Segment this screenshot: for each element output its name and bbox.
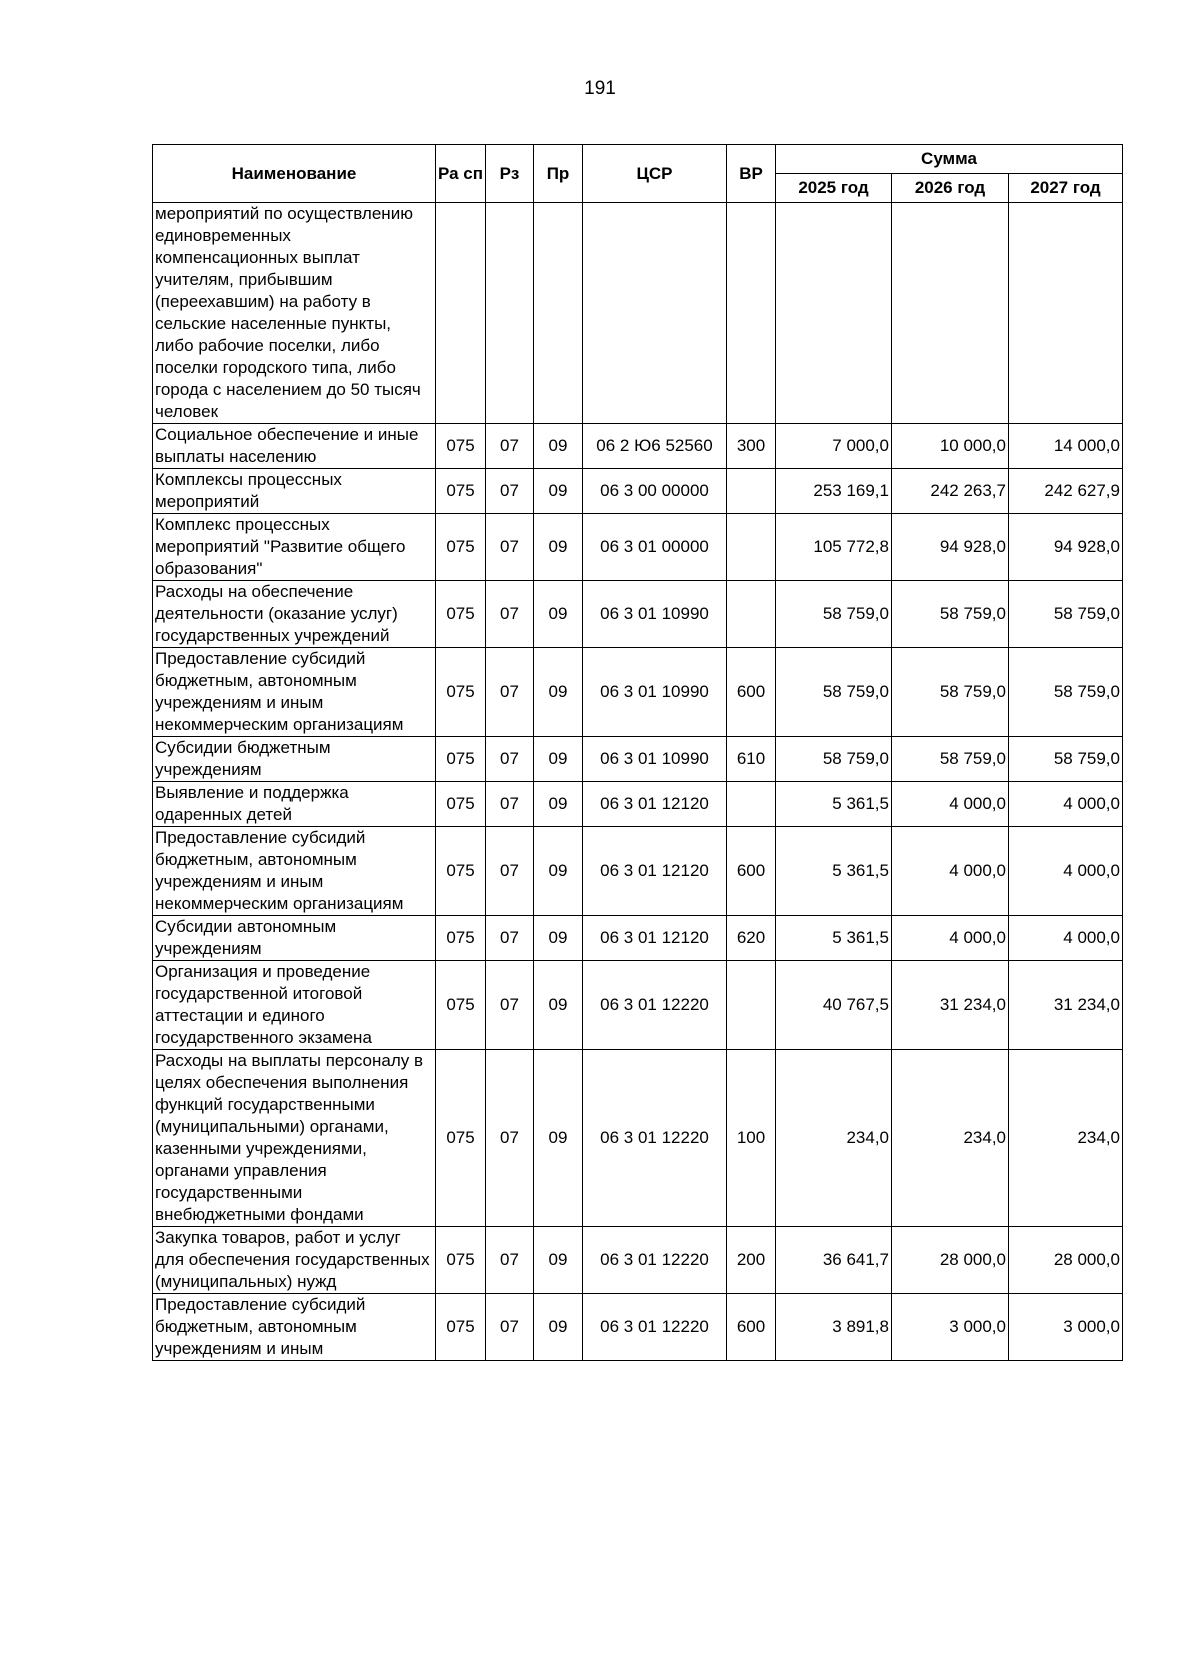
cell-vr [727, 514, 776, 581]
cell-pr: 09 [534, 737, 583, 782]
cell-pr [534, 203, 583, 424]
header-pr: Пр [534, 145, 583, 203]
cell-2027: 28 000,0 [1009, 1227, 1123, 1294]
table-body [153, 203, 1123, 1361]
cell-2026: 28 000,0 [892, 1227, 1009, 1294]
table-row [153, 782, 1123, 827]
table-row [153, 1050, 1123, 1227]
cell-name: Социальное обеспечение и иные выплаты населению [153, 424, 436, 469]
cell-name: Комплекс процессных мероприятий "Развитие общего образования" [153, 514, 436, 581]
cell-vr: 600 [727, 1294, 776, 1361]
cell-vr [727, 203, 776, 424]
cell-rz: 07 [486, 1050, 534, 1227]
cell-rasp [436, 203, 486, 424]
cell-rz: 07 [486, 514, 534, 581]
table-row [153, 961, 1123, 1050]
cell-vr: 600 [727, 827, 776, 916]
table-row [153, 737, 1123, 782]
cell-rz: 07 [486, 424, 534, 469]
cell-pr: 09 [534, 514, 583, 581]
cell-vr [727, 469, 776, 514]
cell-2027: 242 627,9 [1009, 469, 1123, 514]
cell-2027: 31 234,0 [1009, 961, 1123, 1050]
table-row [153, 581, 1123, 648]
header-name: Наименование [153, 145, 436, 203]
cell-rz: 07 [486, 1227, 534, 1294]
cell-name: Организация и проведение государственной итоговой аттестации и единого государственного экзамена [153, 961, 436, 1050]
cell-name: Выявление и поддержка одаренных детей [153, 782, 436, 827]
budget-table [152, 144, 1123, 1361]
cell-csr: 06 3 01 12220 [583, 1227, 727, 1294]
cell-2025: 5 361,5 [776, 827, 892, 916]
cell-vr [727, 581, 776, 648]
cell-vr: 200 [727, 1227, 776, 1294]
cell-vr: 620 [727, 916, 776, 961]
header-rasp: Ра сп [436, 145, 486, 203]
cell-2025: 253 169,1 [776, 469, 892, 514]
cell-vr: 100 [727, 1050, 776, 1227]
cell-rasp: 075 [436, 1227, 486, 1294]
cell-rasp: 075 [436, 514, 486, 581]
cell-2025: 7 000,0 [776, 424, 892, 469]
cell-2026: 31 234,0 [892, 961, 1009, 1050]
cell-2026: 234,0 [892, 1050, 1009, 1227]
cell-2027 [1009, 203, 1123, 424]
cell-2025: 3 891,8 [776, 1294, 892, 1361]
cell-name: Расходы на обеспечение деятельности (оказание услуг) государственных учреждений [153, 581, 436, 648]
cell-rz: 07 [486, 782, 534, 827]
cell-csr [583, 203, 727, 424]
cell-2025: 40 767,5 [776, 961, 892, 1050]
cell-pr: 09 [534, 827, 583, 916]
cell-csr: 06 3 01 10990 [583, 581, 727, 648]
cell-rz: 07 [486, 648, 534, 737]
cell-2025: 5 361,5 [776, 782, 892, 827]
cell-name: Расходы на выплаты персоналу в целях обеспечения выполнения функций государственными (муниципальными) органами, казенными учреждениями, органами управления государственными внебюджетными фондами [153, 1050, 436, 1227]
cell-2026: 4 000,0 [892, 916, 1009, 961]
cell-pr: 09 [534, 916, 583, 961]
cell-rasp: 075 [436, 916, 486, 961]
cell-name: Субсидии автономным учреждениям [153, 916, 436, 961]
cell-csr: 06 3 01 12220 [583, 1294, 727, 1361]
table-row [153, 424, 1123, 469]
header-2025: 2025 год [776, 174, 892, 203]
cell-2025: 5 361,5 [776, 916, 892, 961]
cell-csr: 06 3 01 12120 [583, 827, 727, 916]
cell-rz [486, 203, 534, 424]
cell-csr: 06 3 01 12220 [583, 1050, 727, 1227]
table-row [153, 827, 1123, 916]
table-row [153, 203, 1123, 424]
header-csr: ЦСР [583, 145, 727, 203]
cell-pr: 09 [534, 1227, 583, 1294]
cell-rasp: 075 [436, 782, 486, 827]
cell-csr: 06 3 01 10990 [583, 648, 727, 737]
cell-rasp: 075 [436, 424, 486, 469]
cell-csr: 06 3 00 00000 [583, 469, 727, 514]
cell-name: мероприятий по осуществлению единовременных компенсационных выплат учителям, прибывшим (переехавшим) на работу в сельские населенные пункты, либо рабочие поселки, либо поселки городского типа, либо города с населением до 50 тысяч человек [153, 203, 436, 424]
cell-2026: 94 928,0 [892, 514, 1009, 581]
cell-2027: 94 928,0 [1009, 514, 1123, 581]
header-vr: ВР [727, 145, 776, 203]
table-row [153, 1294, 1123, 1361]
cell-vr [727, 961, 776, 1050]
cell-rasp: 075 [436, 737, 486, 782]
cell-2026: 58 759,0 [892, 581, 1009, 648]
cell-vr: 600 [727, 648, 776, 737]
cell-2025: 36 641,7 [776, 1227, 892, 1294]
cell-pr: 09 [534, 1294, 583, 1361]
table-row [153, 469, 1123, 514]
cell-2027: 4 000,0 [1009, 782, 1123, 827]
header-2027: 2027 год [1009, 174, 1123, 203]
cell-csr: 06 3 01 12120 [583, 782, 727, 827]
cell-2027: 58 759,0 [1009, 648, 1123, 737]
cell-csr: 06 2 Ю6 52560 [583, 424, 727, 469]
cell-2027: 234,0 [1009, 1050, 1123, 1227]
cell-vr: 610 [727, 737, 776, 782]
cell-2026: 4 000,0 [892, 827, 1009, 916]
table-row [153, 916, 1123, 961]
header-rz: Рз [486, 145, 534, 203]
table-row [153, 514, 1123, 581]
cell-pr: 09 [534, 581, 583, 648]
table-row [153, 648, 1123, 737]
cell-pr: 09 [534, 961, 583, 1050]
cell-2025: 58 759,0 [776, 648, 892, 737]
cell-rz: 07 [486, 827, 534, 916]
cell-2026: 58 759,0 [892, 737, 1009, 782]
cell-name: Субсидии бюджетным учреждениям [153, 737, 436, 782]
cell-pr: 09 [534, 1050, 583, 1227]
cell-2026 [892, 203, 1009, 424]
cell-2026: 10 000,0 [892, 424, 1009, 469]
table-row [153, 1227, 1123, 1294]
cell-pr: 09 [534, 469, 583, 514]
cell-name: Закупка товаров, работ и услуг для обеспечения государственных (муниципальных) нужд [153, 1227, 436, 1294]
cell-2027: 3 000,0 [1009, 1294, 1123, 1361]
cell-2025 [776, 203, 892, 424]
cell-csr: 06 3 01 12120 [583, 916, 727, 961]
cell-rz: 07 [486, 1294, 534, 1361]
cell-2025: 58 759,0 [776, 581, 892, 648]
cell-2026: 58 759,0 [892, 648, 1009, 737]
cell-rasp: 075 [436, 961, 486, 1050]
header-2026: 2026 год [892, 174, 1009, 203]
cell-pr: 09 [534, 782, 583, 827]
cell-rasp: 075 [436, 827, 486, 916]
cell-2027: 58 759,0 [1009, 737, 1123, 782]
cell-rasp: 075 [436, 469, 486, 514]
cell-rasp: 075 [436, 1294, 486, 1361]
page-number: 191 [584, 78, 616, 99]
cell-vr [727, 782, 776, 827]
cell-vr: 300 [727, 424, 776, 469]
cell-csr: 06 3 01 10990 [583, 737, 727, 782]
cell-rasp: 075 [436, 581, 486, 648]
cell-2026: 242 263,7 [892, 469, 1009, 514]
cell-2027: 58 759,0 [1009, 581, 1123, 648]
cell-csr: 06 3 01 12220 [583, 961, 727, 1050]
cell-2026: 3 000,0 [892, 1294, 1009, 1361]
cell-name: Предоставление субсидий бюджетным, автономным учреждениям и иным некоммерческим организациям [153, 827, 436, 916]
cell-name: Предоставление субсидий бюджетным, автономным учреждениям и иным [153, 1294, 436, 1361]
cell-name: Комплексы процессных мероприятий [153, 469, 436, 514]
cell-name: Предоставление субсидий бюджетным, автономным учреждениям и иным некоммерческим организациям [153, 648, 436, 737]
cell-2026: 4 000,0 [892, 782, 1009, 827]
cell-rz: 07 [486, 961, 534, 1050]
cell-pr: 09 [534, 424, 583, 469]
table-header [153, 145, 1123, 203]
cell-rasp: 075 [436, 1050, 486, 1227]
cell-csr: 06 3 01 00000 [583, 514, 727, 581]
cell-2027: 4 000,0 [1009, 827, 1123, 916]
cell-2025: 58 759,0 [776, 737, 892, 782]
cell-rz: 07 [486, 581, 534, 648]
cell-rz: 07 [486, 469, 534, 514]
cell-2025: 234,0 [776, 1050, 892, 1227]
cell-2027: 4 000,0 [1009, 916, 1123, 961]
cell-rz: 07 [486, 916, 534, 961]
cell-2027: 14 000,0 [1009, 424, 1123, 469]
header-sum: Сумма [776, 145, 1123, 174]
cell-rasp: 075 [436, 648, 486, 737]
cell-2025: 105 772,8 [776, 514, 892, 581]
cell-rz: 07 [486, 737, 534, 782]
cell-pr: 09 [534, 648, 583, 737]
